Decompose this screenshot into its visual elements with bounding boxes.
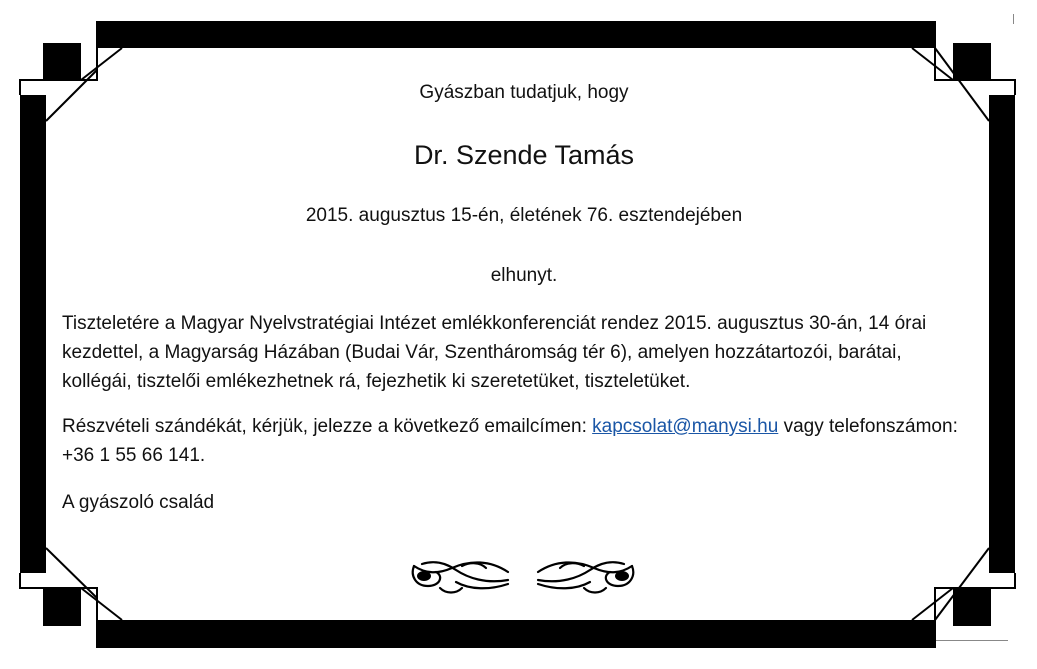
- edge-mark: [1013, 14, 1014, 24]
- deceased-name: Dr. Szende Tamás: [413, 140, 635, 170]
- death-date-line: 2015. augusztus 15-én, életének 76. esztendejében: [305, 205, 743, 226]
- notice-content: [62, 0, 966, 669]
- email-link[interactable]: kapcsolat@manysi.hu: [592, 416, 779, 437]
- conference-paragraph: Tiszteletére a Magyar Nyelvstratégiai Intézet emlékkonferenciát rendez 2015. augusztus 30-án, 14 órai kezdettel, a Magyarság Házában (Budai Vár, Szentháromság tér 6), amelyen hozzátartozói, barátai, kollégái, tisztelői emlékezhetnek rá, fejezhetik ki szeretetüket, tiszteletüket.: [62, 313, 927, 392]
- died-line: elhunyt.: [490, 265, 558, 286]
- contact-text-before: Részvételi szándékát, kérjük, jelezze a következő emailcímen:: [62, 416, 593, 437]
- signature: A gyászoló család: [62, 492, 215, 513]
- contact-text-after: vagy telefonszámon: +36 1 55 66 141.: [62, 416, 958, 466]
- contact-paragraph: [62, 412, 966, 470]
- notice-intro: Gyászban tudatjuk, hogy: [419, 82, 629, 103]
